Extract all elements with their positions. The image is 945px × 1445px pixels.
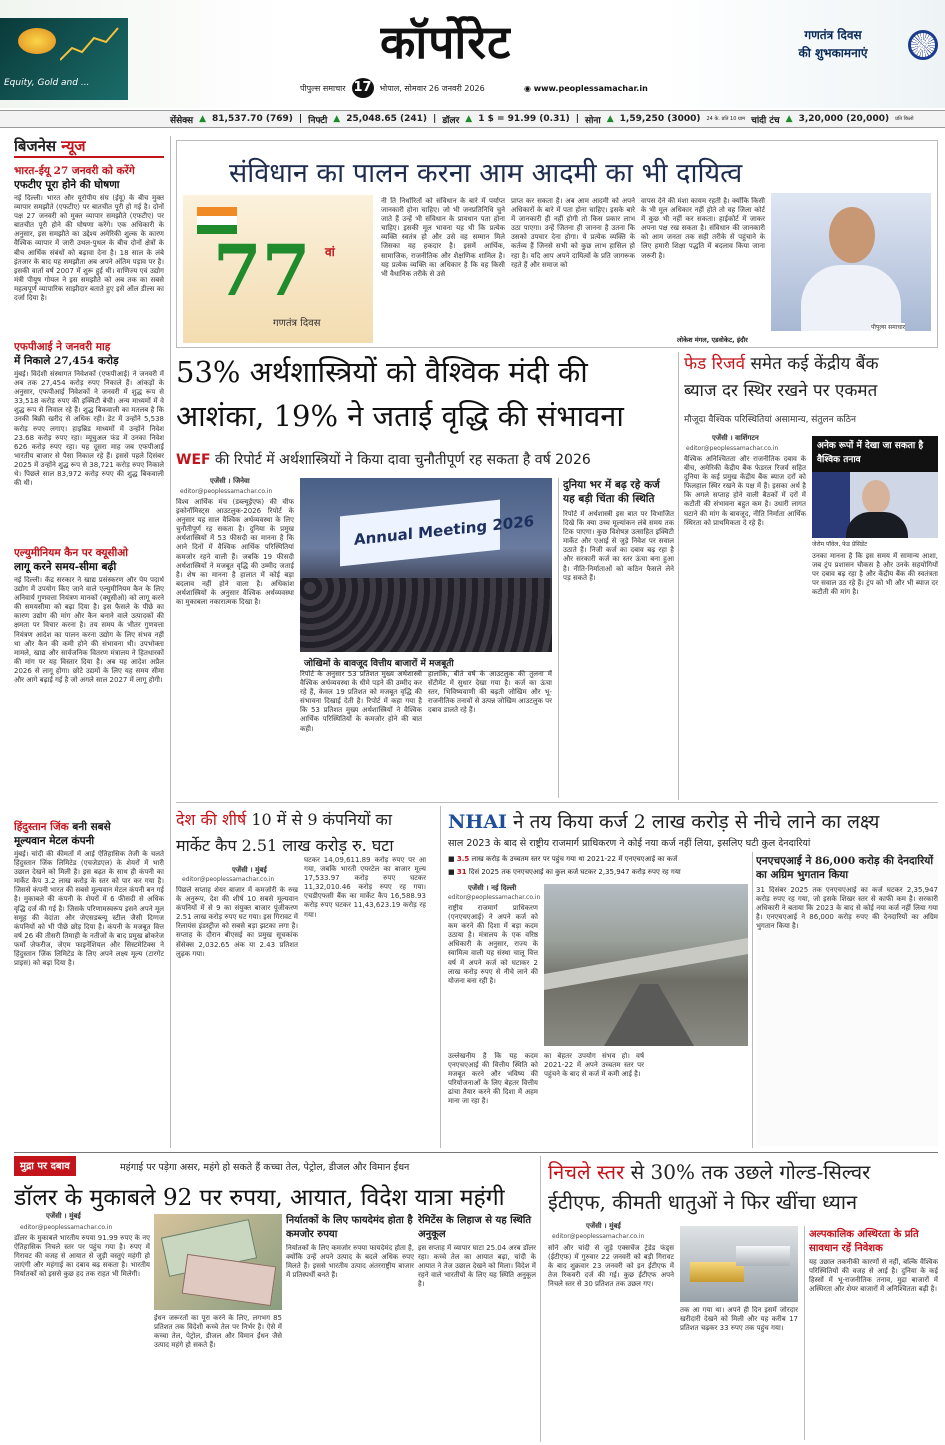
article-body: इस सप्ताह में व्यापार घाटा 25.04 अरब डॉलर रहा। कच्चे तेल का आयात बढ़ा, चांदी के आयात ने तेज उछाल देखने को मिला। विदेश में रहने वाले भारतीयों के लिए यह स्थिति अनुकूल है। [418,1244,536,1289]
fed-headline: ब्याज दर स्थिर रखने पर एकमत [684,381,878,401]
article-body: डॉलर के मुकाबले भारतीय रुपया 91.99 रुपए के नए ऐतिहासिक निचले स्तर पर पहुंच गया है। रुपए में गिरावट की वजह से आयात से जुड़ी वस्तुएं महंगी हो जाएंगी और महंगाई का दबाव बढ़ सकता है। भारतीय निर्यातकों को इससे कुछ हद तक राहत भी मिलेगी। [14,1234,150,1279]
article-body: यह उछाल तकनीकी कारणों से नहीं, बल्कि वैश्विक परिस्थितियों की वजह से आई है। दुनिया के कई हिस्सों में भू-राजनीतिक तनाव, मुद्रा बाजारों में अस्थिरता और शेयर बाजारों में अनिश्चितता बढ़ी है। [809,1258,938,1294]
divider [540,1156,541,1442]
website-link[interactable]: ◉ www.peoplessamachar.in [524,84,648,93]
silver-unit: प्रति किलो [895,116,914,122]
divider [440,806,441,1148]
email-link[interactable]: editor@peoplessamachar.co.in [182,876,275,883]
headline: में निकाले 27,454 करोड़ [14,355,119,367]
rupee-tag: मुद्रा पर दबाव [14,1156,76,1176]
logo-block [0,18,128,100]
fed-subhead: मौजूदा वैश्विक परिस्थितियां असामान्य, संतुलन कठिन [684,415,856,425]
photo-caption: जोखिमों के बावजूद वित्तीय बाजारों में मजबूती [300,654,552,672]
editorial-column: नी ति निर्धारितों को संविधान के बारे में पर्याप्त जानकारी होना चाहिए। जो भी जनप्रतिनिधि चुने जाते हैं उन्हें भी संविधान के प्रावधान पता होना चाहिए। इसकी मूल भावना यह थी कि प्रत्येक व्यक्ति स्वतंत्र हो और उसे वह सम्मान मिले जिसका वह हकदार है। इसमें आर्थिक, सामाजिक, राजनीतिक और शैक्षणिक शामिल है। यह प्रत्येक व्यक्ति का अधिकार है कि वह किसी भी वैधानिक तरीके से उसे [381,197,505,278]
up-arrow-icon: ▲ [199,114,207,124]
box-headline: दुनिया भर में बढ़ रहे कर्ज यह बड़ी चिंता की स्थिति [563,479,660,505]
page-title: कॉर्पोरेट [380,15,512,69]
author-credit: लोकेश मंगल, एडवोकेट, इंदौर [677,336,748,344]
article-body: का बेहतर उपयोग संभव हो। वर्ष 2021-22 में अपने उच्चतम स्तर पर पहुंचने के बाद से कर्ज में कमी आई है। [544,1052,644,1079]
article-body: तक आ गया था। अपने ही दिन इसमें जोरदार खरीदारी देखने को मिली और यह करीब 17 प्रतिशत चढ़कर 33 रुपए तक पहुंच गया। [680,1306,798,1333]
article-body: मुंबई। चांदी की कीमतों में आई ऐतिहासिक तेजी के चलते हिंदुस्तान जिंक लिमिटेड (एचजेडएल) के शेयरों में भारी उछाल देखने को मिली है। इस बढ़त के साथ ही कंपनी का मार्केट कैप 3.2 लाख करोड़ के स्तर को पार कर गया है। जिससे कंपनी भारत की सबसे मूल्यवान मेटल कंपनी बन गई है। मुकाबले की कंपनी के शेयरों में 6 फीसदी से अधिक वृद्धि दर्ज की गई है। जिसके परिणामस्वरूप इसने अपने मूल समूह की वेदांता और जेएसडब्ल्यू स्टील जैसी दिग्गज कंपनियों को भी पीछे छोड़ दिया है। कंपनी के मजबूत वित्त वर्ष 26 की तीसरी तिमाही के नतीजों के बाद प्रमुख ब्रोकरेज फर्मों जेफरीज, जेएम फाइनेंशियल और सिस्टमेटिक्स ने हिंदुस्तान जिंक लिमिटेड के लिए अपने लक्ष्य मूल्य (टारगेट प्राइस) को बढ़ा दिया है। [14,850,164,968]
box-headline: निर्यातकों के लिए फायदेमंद होता है कमजोर रुपया [286,1215,413,1240]
photo-credit: जेरोम पॉवेल, फेड प्रेसिडेंट [812,541,868,548]
editorial-box [176,140,938,348]
article-body: सोने और चांदी से जुड़े एक्सचेंज ट्रेडेड फंड्स (ईटीएफ) में गुरुवार 22 जनवरी को बड़ी गिरावट के बाद शुक्रवार 23 जनवरी को इन ईटीएफ में तेज रिकवरी दर्ज की गई। कुछ ईटीएफ अपने निचले स्तर से 30 प्रतिशत तक उछल गए। [548,1244,674,1289]
box-headline: अल्पकालिक अस्थिरता के प्रति सावधान रहें निवेशक [809,1229,919,1254]
gold-label: सोना [585,115,601,126]
section-label: बिजनेस न्यूज [14,136,164,158]
silver-label: चांदी टंच [751,115,780,126]
person-head [862,480,890,514]
sidebar-box [418,1212,536,1440]
road [604,984,694,1046]
nhai-bullet: ■ 3.5 लाख करोड़ के उच्चतम स्तर पर पहुंच गया था 2021-22 में एनएचएआई का कर्ज [448,855,678,863]
headline: मूल्यवान मेटल कंपनी [14,835,95,847]
article-body: रिपोर्ट में अर्थशास्त्री इस बात पर विभाजित दिखे कि क्या उच्च मूल्यांकन लंबे समय तक टिक पाएगा। कुछ विशेषज्ञ उत्साहित इक्विटी मार्केट और एआई से जुड़े निवेश पर सवाल उठाते हैं। निजी कर्ज का दबाव बढ़ रहा है और सरकारी कर्ज का स्तर ऊंचा बना हुआ है। नीति-निर्माताओं को कठिन फैसले लेने पड़ सकते हैं। [563,510,674,582]
sidebar [14,136,164,1148]
companies-headline: देश की शीर्ष 10 में से 9 कंपनियों का [176,810,392,829]
article-body: रिपोर्ट के अनुसार 53 प्रतिशत मुख्य अर्थशास्त्री वैश्विक अर्थव्यवस्था के धीमे पड़ने की उम्मीद कर रहे हैं, केवल 19 प्रतिशत को मजबूत वृद्धि की संभावना दिखाई देती है। रिपोर्ट में कहा गया है कि 53 प्रतिशत मुख्य अर्थशास्त्रियों ने वैश्विक आर्थिक परिस्थितियों के कमजोर होने की बात कही। [300,670,422,733]
byline: एजेंसी । जिनेवा [210,477,250,485]
silver-bar [736,1246,790,1266]
sensex-value: 81,537.70 (769) [212,114,293,124]
author-body [801,265,901,331]
headline: एफपीआई ने जनवरी माह [14,341,111,353]
dateline: भोपाल, सोमवार 26 जनवरी 2026 [379,83,485,93]
editorial-column: वापस देने की मंशा कायम रहती है। क्योंकि किसी के भी मूल अधिकार नहीं होते तो वह जिला कोर्ट में कुछ भी नहीं कर सकता। हाईकोर्ट में जाकर अपना पक्ष रख सकता है। संविधान की जानकारी को आम जनता तक सही तरीके से पहुंचाने के लिए हमारी शिक्षा पद्धति में बदलाव किया जाना जरूरी है। [641,197,765,260]
badge-number: 77 [213,229,311,312]
article-body: उल्लेखनीय है कि यह कदम एनएचएआई की वित्तीय स्थिति को मजबूत करने और भविष्य की परियोजनाओं के लिए बेहतर वित्तीय ढांचा तैयार करने की दिशा में अहम माना जा रहा है। [448,1052,538,1106]
divider [176,802,938,803]
byline: एजेंसी । मुंबई [232,866,267,874]
sensex-label: सेंसेक्स [170,115,194,126]
logo-text: Equity, Gold and ... [4,78,90,88]
republic-greeting [768,26,898,78]
photo-credit: पीपुल्स समाचार [871,324,906,331]
republic-day-badge [183,195,373,343]
wef-headline: आशंका, 19% ने जताई वृद्धि की संभावना [176,399,624,433]
greeting-line2: की शुभकामनाएं [798,46,868,60]
divider [678,352,679,800]
article-body: निर्यातकों के लिए कमजोर रुपया फायदेमंद होता है, क्योंकि उन्हें अपने उत्पाद के बदले अधिक रुपए मिलते हैं। इससे भारतीय उत्पाद अंतरराष्ट्रीय बाजार में प्रतिस्पर्धी बनते हैं। [286,1244,414,1280]
dollar-value: 1 $ = 91.99 (0.31) [478,114,570,124]
up-arrow-icon: ▲ [333,114,341,124]
headline: एल्युमीनियम कैन पर क्यूसीओ [14,547,128,559]
article-body: घटकर 14,09,611.89 करोड़ रुपए पर आ गया, जबकि भारती एयरटेल का बाजार मूल्य 17,533.97 करोड़ रुपए घटकर 11,32,010.46 करोड़ रुपए रह गया। एचडीएफसी बैंक का मार्केट कैप 16,588.93 करोड़ रुपए घटकर 11,43,623.19 करोड़ रह गया। [304,856,426,919]
author-photo [771,193,931,331]
article-body: वैश्विक अनिश्चितता और राजनीतिक दबाव के बीच, अमेरिकी केंद्रीय बैंक फेडरल रिजर्व सहित दुनिया के कई प्रमुख केंद्रीय बैंक ब्याज दरों को फिलहाल स्थिर रखने के पक्ष में हैं। इसका अर्थ है कि अगले सप्ताह होने वाली बैठकों में दरों में कटौती की संभावना बहुत कम है। उधारी लागत घटाने की मांग के बावजूद, नीति निर्माता आर्थिक स्थिरता को प्राथमिकता दे रहे हैं। [684,455,806,527]
nhai-bullet: ■ 31 दिसं 2025 तक एनएचएआई का कुल कर्ज घटकर 2,35,947 करोड़ रुपए रह गया [448,868,681,876]
headline: हिंदुस्तान जिंक बनी सबसे [14,821,111,833]
wef-headline: 53% अर्थशास्त्रियों को वैश्विक मंदी की [176,355,588,389]
article-body: हालांकि, बीते वर्ष के आउटलुक की तुलना में सेंटीमेंट में सुधार देखा गया है। कर्ज का ऊंचा स्तर, भिविष्यवाणी की बढ़ती जोखिम और भू-राजनीतिक तनावों से उत्पन्न जोखिम आउटलुक पर दबाव डालते रहे हैं। [428,670,552,715]
editorial-column: प्राप्त कर सकता है। अब आम आदमी को अपने अधिकारों के बारे में पता होना चाहिए। इसके बारे में जानकारी ही नहीं होगी तो किस प्रकार लाभ उठा पाएगा। उन्हें जितना ही जानना है उतना कि उसको उपचार देना होगा। ये प्रत्येक व्यक्ति के कर्तव्य हैं जिनसे सभी को कुछ लाभ हासिल हो रहा है। यदि आप अपने दायित्वों के प्रति जागरूक रहते हैं और समाज को [511,197,635,269]
article-body: मुंबई। विदेशी संस्थागत निवेशकों (एफपीआई) ने जनवरी में अब तक 27,454 करोड़ रुपए निकाले हैं। आंकड़ों के अनुसार, एफपीआई निवेशकों ने जनवरी में शुद्ध रूप से 33,518 करोड़ रुपए की इक्विटी बेची। अन्य माध्यमों में वे शुद्ध रूप से लिवाल रहे हैं। शुद्ध बिकवाली का मतलब है कि उनकी बिक्री खरीद से अधिक रही। डेट में उन्होंने 5,538 करोड़ रुपए लगाए। हाइब्रिड माध्यमों में उन्होंने निवेश 23.68 करोड़ रुपए रहा। म्यूचुअल फंड में उनका निवेश 626 करोड़ रुपए रहा। यह दूसरा माह जब एफपीआई भारतीय बाजार से पैसा निकाल रहे हैं। इससे पहले दिसंबर 2025 में उन्होंने शुद्ध रूप से 38,721 करोड़ रुपए निकाले थे। पिछले साल 83,972 करोड़ रुपए की शुद्ध बिकवाली की थी। [14,370,164,488]
logo-chart-icon [60,26,120,62]
pull-quote [812,436,938,472]
badge-caption: गणतंत्र दिवस [273,318,321,329]
nifty-value: 25,048.65 (241) [346,114,428,124]
bullet-icon: ■ [448,868,457,876]
dollar-label: डॉलर [442,115,460,126]
divider [170,136,171,1148]
nhai-subhead: साल 2023 के बाद से राष्ट्रीय राजमार्ग प्राधिकरण ने कोई नया कर्ज नहीं लिया, इसलिए घटी कुल देनदारियां [448,838,811,849]
byline: एजेंसी । मुंबई [46,1212,81,1220]
rupee-dollar-photo [154,1214,282,1310]
author-head [829,207,875,263]
flag-icon [908,30,938,60]
flyover [544,938,748,990]
up-arrow-icon: ▲ [465,114,473,124]
gold-unit: 24 के. प्रति 10 ग्राम [706,116,746,122]
gold-bars-photo [680,1226,798,1302]
highway-photo [544,884,748,1046]
box-headline: एनएचएआई ने 86,000 करोड़ की देनदारियों का अग्रिम भुगतान किया [756,855,934,881]
up-arrow-icon: ▲ [606,114,614,124]
masthead [0,0,945,108]
audience [300,578,552,652]
companies-headline: मार्केट कैप 2.51 लाख करोड़ रु. घटा [176,836,394,855]
headline: भारत-ईयू 27 जनवरी को करेंगे [14,165,135,177]
dateline-bar [300,78,520,98]
greeting-line1: गणतंत्र दिवस [804,28,862,42]
badge-suffix: वां [325,245,335,259]
person-body [846,512,908,538]
rupee-headline: डॉलर के मुकाबले 92 पर रुपया, आयात, विदेश यात्रा महंगी [14,1185,505,1211]
email-link[interactable]: editor@peoplessamachar.co.in [686,445,779,452]
article-body: 31 दिसंबर 2025 तक एनएचएआई का कर्ज घटकर 2,35,947 करोड़ रुपए रह गया, जो इसके शिखर स्तर से काफी कम है। सरकारी अधिकारी ने बताया कि 2023 के बाद से कोई नया कर्ज नहीं लिया गया है। एनएचएआई ने 86,000 करोड़ रुपए की देनदारियों का अग्रिम भुगतान किया है। [756,886,938,931]
globe-icon: ◉ [524,84,534,93]
fed-headline: फेड रिजर्व समेत कई केंद्रीय बैंक [684,354,879,374]
gold-value: 1,59,250 (3000) [619,114,701,124]
screen-text: Annual Meeting 2026 [354,512,535,549]
wef-photo [300,478,552,652]
page-number: 17 [352,78,374,98]
nhai-headline: NHAI ने तय किया कर्ज 2 लाख करोड़ से नीचे लाने का लक्ष्य [448,811,880,833]
article-body: विश्व आर्थिक मंच (डब्ल्यूईएफ) की चीफ इकोनॉमिस्ट्स आउटलुक-2026 रिपोर्ट के अनुसार यह साल वैश्विक अर्थव्यवस्था के लिए चुनौतीपूर्ण रह सकता है। दुनिया के प्रमुख अर्थशास्त्रियों में 53 फीसदी का मानना है कि आने दिनों में वैश्विक आर्थिक परिस्थितियां कमजोर रहने वाली हैं। जबकि 19 फीसदी अर्थशास्त्रियों ने मजबूत वृद्धि की उम्मीद जताई है। शेष का मानना है हालात में कोई बड़ा बदलाव नहीं होने वाला है। अधिकांश अर्थशास्त्रियों के अनुसार वैश्विक अर्थव्यवस्था का मुकाबला नकारात्मक दिखा है। [176,498,294,607]
stage-screen [340,500,535,567]
byline: एजेंसी । मुंबई [586,1222,621,1230]
article-body: पिछले सप्ताह शेयर बाजार में कमजोरी के रुख के अनुरूप, देश की शीर्ष 10 सबसे मूल्यवान कंपनियों में से 9 का संयुक्त बाजार पूंजीकरण 2.51 लाख करोड़ रुपए घट गया। इस गिरावट में रिलायंस इंडस्ट्रीज को सबसे बड़ा झटका लगा है। सप्ताह के दौरान बीएसई का प्रमुख सूचकांक सेंसेक्स 2,032.65 अंक या 2.43 प्रतिशत लुढ़क गया। [176,886,298,958]
sidebar-box [756,854,938,1146]
quote-text: अनेक रूपों में देखा जा सकता है वैश्विक तनाव [817,441,924,465]
headline: लागू करने समय-सीमा बढ़ी [14,561,117,573]
article-body: नई दिल्ली। भारत और यूरोपीय संघ (ईयू) के बीच मुक्त व्यापार समझौते (एफटीए) पर बातचीत पूरी हो गई है। दोनों पक्ष 27 जनवरी को मुक्त व्यापार समझौते (एफटीए) पर बातचीत पूरी होने की घोषणा करेंगे। एक अधिकारी के अनुसार, इस समझौते का उद्देश्य अमेरिकी शुल्क के कारण वैश्विक व्यापार में जारी उथल-पुथल के बीच दोनों क्षेत्रों के बीच आर्थिक संबंधों को बढ़ावा देना है। 18 साल के लंबे इंतजार के बाद यह समझौता अब अपने अंतिम पड़ाव पर है। इसकी वार्ता वर्ष 2007 में शुरू हुई थी। वाणिज्य एवं उद्योग मंत्री पीयूष गोयल ने इस समझौते को अब तक का सबसे महत्वपूर्ण व्यापारिक साझीदार बताते हुए इसे ऑल डील्स का दर्जा दिया है। [14,194,164,303]
gold-headline: निचले स्तर से 30% तक उछले गोल्ड-सिल्वर [548,1160,871,1184]
byline: एजेंसी । वाशिंगटन [712,434,759,442]
nifty-label: निफ्टी [308,115,328,126]
editorial-headline: संविधान का पालन करना आम आदमी का भी दायित्व [229,158,743,189]
sidebar-box [804,1226,938,1440]
fed-chair-photo [812,472,938,538]
wef-subhead: WEF की रिपोर्ट में अर्थशास्त्रियों ने किया दावा चुनौतीपूर्ण रह सकता है वर्ष 2026 [176,452,591,468]
currency-note [182,1254,277,1306]
market-ticker: सेंसेक्स ▲ 81,537.70 (769) | निफ्टी ▲ 25,048.65 (241) | डॉलर ▲ 1 $ = 91.99 (0.31) | सोना ▲ 1,59,250 (3000) 24 के. प्रति 10 ग्राम चांदी टंच ▲ 3,20,000 (20,000) प्रति किलो [0,110,945,128]
up-arrow-icon: ▲ [785,114,793,124]
logo-badge [18,28,56,54]
divider [752,852,753,1148]
rupee-kicker: महंगाई पर पड़ेगा असर, महंगे हो सकते हैं कच्चा तेल, पेट्रोल, डीजल और विमान ईंधन [120,1162,410,1173]
sidebar-box [558,478,674,798]
headline: एफटीए पूरा होने की घोषणा [14,179,120,191]
gold-headline: ईटीएफ, कीमती धातुओं ने फिर खींचा ध्यान [548,1190,858,1214]
paper-name: पीपुल्स समाचार [300,83,346,93]
article-body: नई दिल्ली। केंद्र सरकार ने खाद्य प्रसंस्करण और पेय पदार्थ उद्योग में उपयोग किए जाने वाले एल्युमीनियम कैन के लिए अनिवार्य गुणवत्ता नियंत्रण मानकों (क्यूसीओ) को लागू करने की समयसीमा को बढ़ा दिया है। इस फैसले के पीछे का कारण उद्योग की मांग और कैन बनाने वाले उत्पादकों की क्षमता पर विचार करना है। तय समय के भीतर गुणवत्ता नियंत्रण आदेश का पालन करना उद्योग के लिए संभव नहीं था और कैन की कमी होने की संभावना थी। उपभोक्ता मामले, खाद्य और सार्वजनिक वितरण मंत्रालय ने हितधारकों की मांग पर यह विस्तार दिया है। अब यह आदेश अप्रैल 2026 से लागू होगा। छोटे उद्यमों के लिए यह समय सीमा और आगे बढ़ाई गई है जो अगले साल 2027 में लागू होगी। [14,576,164,685]
article-body: ईंधन जरूरतों का पूरा करने के लिए, लगभग 85 प्रतिशत तक विदेशी कच्चे तेल पर निर्भर है। ऐसे में कच्चा तेल, पेट्रोल, डीजल और विमान ईंधन जैसे उत्पाद महंगे हो सकते हैं। [154,1314,282,1350]
divider [14,1152,938,1153]
box-headline: रेमिटेंस के लिहाज से यह स्थिति अनुकूल [418,1215,532,1240]
sidebar-box [286,1212,414,1440]
article-body: उनका मानना है कि इस समय में सामान्य आशा, जब ट्रंप प्रशासन चौकस है और उनके सहयोगियों पर दबाव बढ़ रहा है और केंद्रीय बैंक की स्वतंत्रता पर सवाल उठ रहे हैं। ट्रंप को भी और भी ब्याज दर कटौती की मांग है। [812,552,938,597]
article-body: राष्ट्रीय राजमार्ग प्राधिकरण (एनएचएआई) ने अपने कर्ज को कम करने की दिशा में बड़ा कदम उठाया है। मंत्रालय के एक वरिष्ठ अधिकारी के अनुसार, राज्य के स्वामित्व वाली यह संस्था चालू वित्त वर्ष में अपने कर्ज को घटाकर 2 लाख करोड़ रुपए से नीचे लाने की योजना बना रही है। [448,904,538,985]
email-link[interactable]: editor@peoplessamachar.co.in [448,894,541,901]
silver-value: 3,20,000 (20,000) [798,114,890,124]
email-link[interactable]: editor@peoplessamachar.co.in [180,488,273,495]
byline: एजेंसी । नई दिल्ली [468,884,517,892]
bullet-icon: ■ [448,855,457,863]
email-link[interactable]: editor@peoplessamachar.co.in [552,1233,645,1240]
email-link[interactable]: editor@peoplessamachar.co.in [20,1224,113,1231]
